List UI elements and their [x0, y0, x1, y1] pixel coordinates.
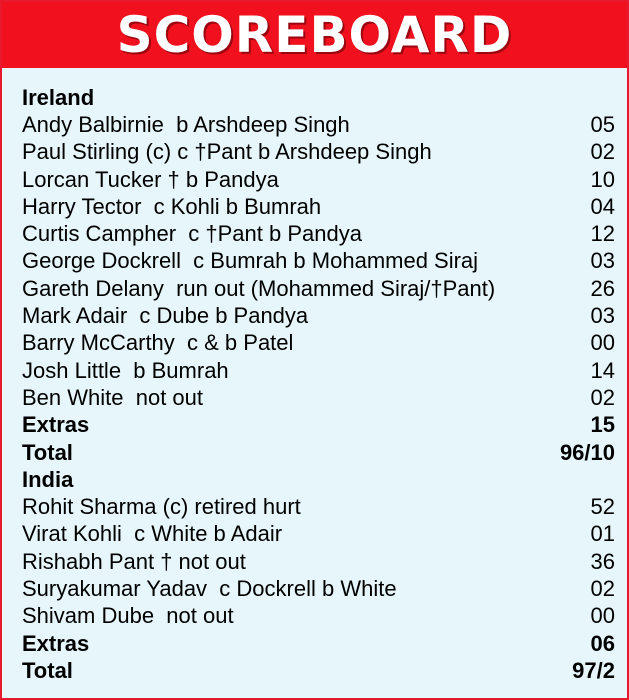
- batter-runs: 26: [590, 275, 615, 301]
- total-label: Total: [22, 657, 73, 683]
- batter-runs: 03: [590, 248, 615, 274]
- batter-dismissal: Curtis Campher c †Pant b Pandya: [22, 221, 362, 247]
- total-label: Total: [22, 439, 73, 465]
- batter-row: [22, 220, 615, 247]
- batter-row: [22, 166, 615, 193]
- batter-row: [22, 248, 615, 275]
- batter-runs: 00: [590, 603, 615, 629]
- batter-row: [22, 139, 615, 166]
- batter-row: [22, 111, 615, 138]
- batter-dismissal: Gareth Delany run out (Mohammed Siraj/†Pant): [22, 275, 496, 301]
- extras-value: 06: [590, 630, 615, 656]
- total-value: 97/2: [572, 657, 615, 683]
- total-value: 96/10: [559, 439, 615, 465]
- batter-runs: 52: [590, 494, 615, 520]
- batter-row: [22, 330, 615, 357]
- batter-runs: 03: [590, 303, 615, 329]
- batter-runs: 02: [590, 575, 615, 601]
- batter-row: [22, 548, 615, 575]
- scorecard-list: [2, 68, 627, 685]
- batter-row: [22, 575, 615, 602]
- batter-dismissal: Andy Balbirnie b Arshdeep Singh: [22, 111, 350, 137]
- extras-row: [22, 412, 615, 439]
- extras-label: Extras: [22, 412, 90, 438]
- batter-dismissal: Virat Kohli c White b Adair: [22, 521, 283, 547]
- batter-runs: 01: [590, 521, 615, 547]
- batter-runs: 02: [590, 384, 615, 410]
- batter-dismissal: Lorcan Tucker † b Pandya: [22, 166, 279, 192]
- batter-runs: 36: [590, 548, 615, 574]
- batter-dismissal: Harry Tector c Kohli b Bumrah: [22, 193, 322, 219]
- batter-dismissal: Josh Little b Bumrah: [22, 357, 229, 383]
- total-row: [22, 657, 615, 684]
- batter-runs: 04: [590, 193, 615, 219]
- batter-dismissal: Mark Adair c Dube b Pandya: [22, 303, 309, 329]
- batter-dismissal: Barry McCarthy c & b Patel: [22, 330, 294, 356]
- batter-dismissal: Ben White not out: [22, 384, 203, 410]
- batter-row: [22, 302, 615, 329]
- batter-dismissal: Shivam Dube not out: [22, 603, 234, 629]
- batter-row: [22, 384, 615, 411]
- batter-runs: 12: [590, 221, 615, 247]
- batter-dismissal: Rishabh Pant † not out: [22, 548, 246, 574]
- batter-row: [22, 521, 615, 548]
- batter-row: [22, 275, 615, 302]
- batter-dismissal: Suryakumar Yadav c Dockrell b White: [22, 575, 397, 601]
- batter-row: [22, 493, 615, 520]
- extras-row: [22, 630, 615, 657]
- batter-dismissal: George Dockrell c Bumrah b Mohammed Siraj: [22, 248, 479, 274]
- team-name: India: [22, 467, 74, 493]
- header-banner: [2, 2, 627, 68]
- total-row: [22, 439, 615, 466]
- extras-label: Extras: [22, 630, 90, 656]
- batter-row: [22, 193, 615, 220]
- batter-row: [22, 603, 615, 630]
- batter-dismissal: Rohit Sharma (c) retired hurt: [22, 494, 301, 520]
- batter-runs: 02: [590, 139, 615, 165]
- batter-runs: 14: [590, 357, 615, 383]
- batter-runs: 00: [590, 330, 615, 356]
- team-name: Ireland: [22, 85, 95, 110]
- extras-value: 15: [590, 412, 615, 438]
- scoreboard-title: SCOREBOARD: [116, 6, 513, 64]
- batter-row: [22, 357, 615, 384]
- batter-runs: 05: [590, 111, 615, 137]
- batter-dismissal: Paul Stirling (c) c †Pant b Arshdeep Singh: [22, 139, 432, 165]
- batter-runs: 10: [590, 166, 615, 192]
